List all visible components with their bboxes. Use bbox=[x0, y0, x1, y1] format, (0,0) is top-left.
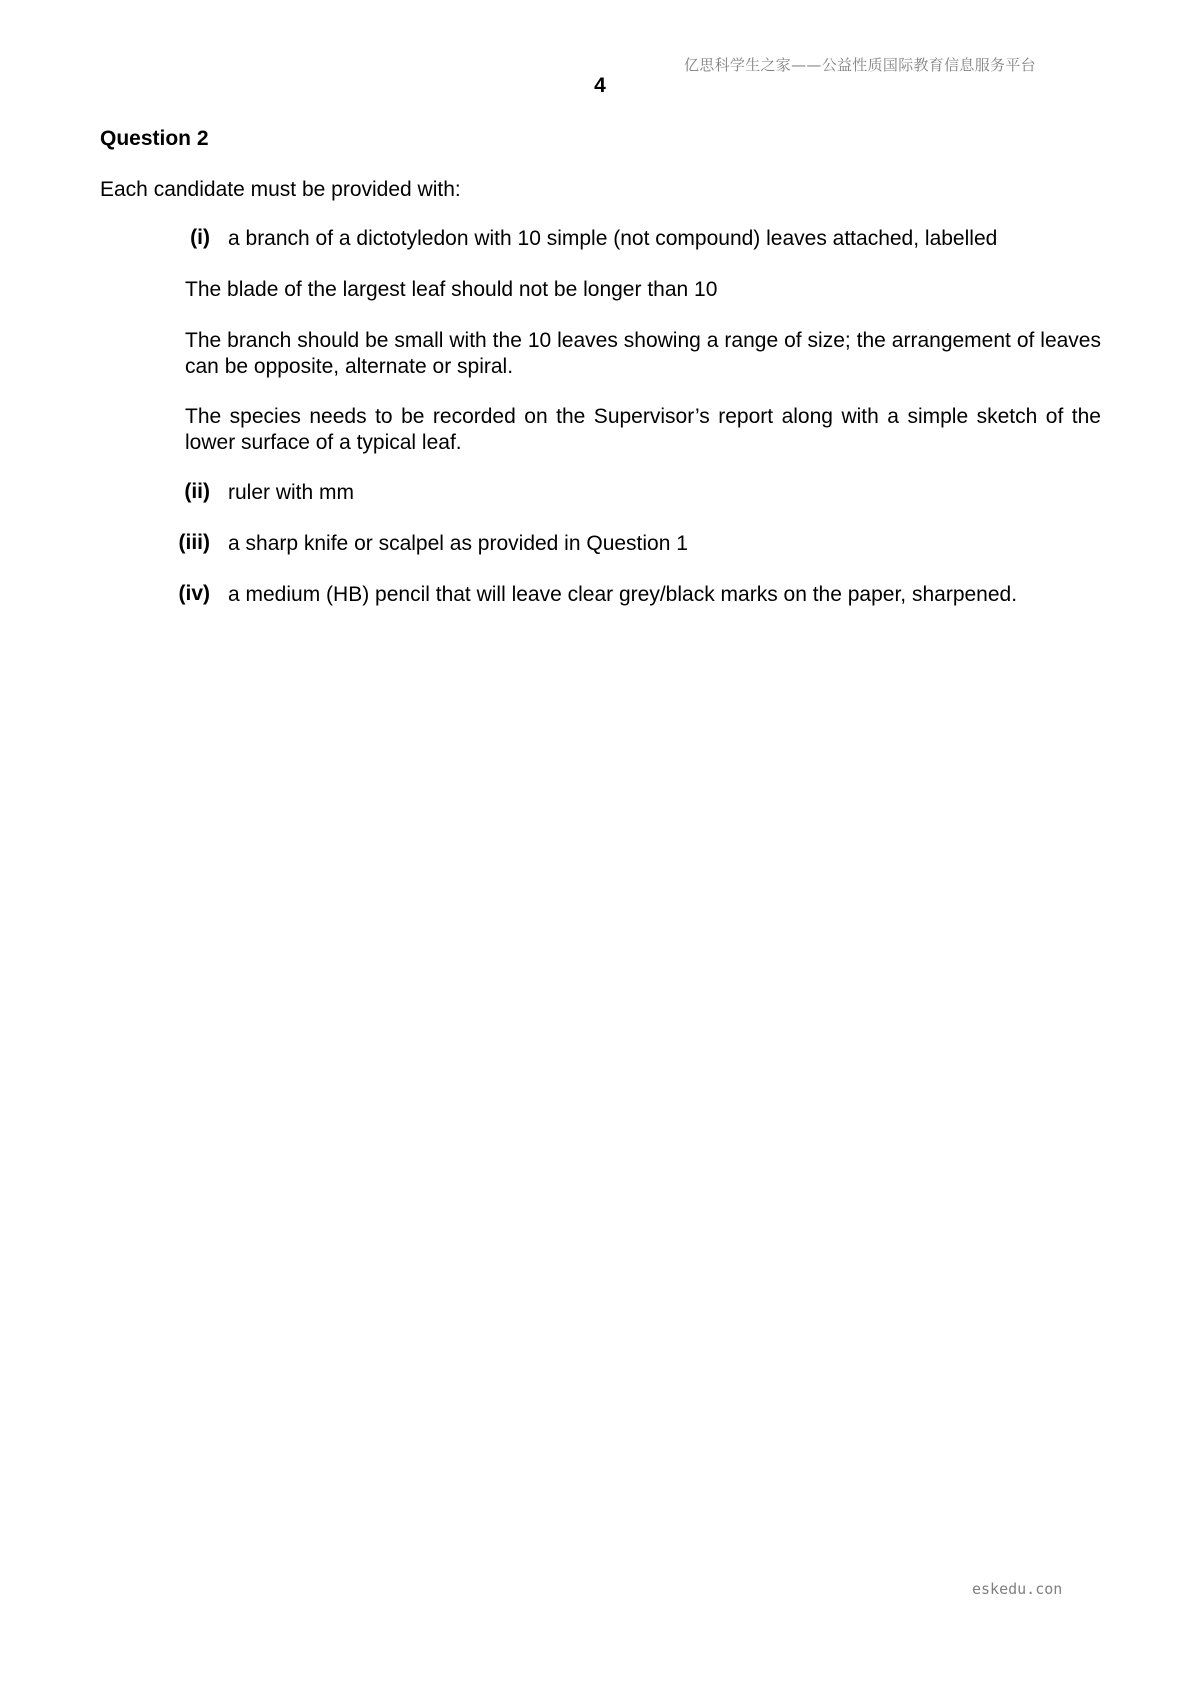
watermark-top: 亿思科学生之家——公益性质国际教育信息服务平台 bbox=[684, 56, 1036, 74]
item-text-i: a branch of a dictotyledon with 10 simple (not compound) leaves attached, labelled bbox=[228, 227, 998, 250]
item-text-iv: a medium (HB) pencil that will leave clear grey/black marks on the paper, sharpened. bbox=[228, 583, 1018, 606]
question-heading: Question 2 bbox=[100, 127, 209, 150]
note-species-record: The species needs to be recorded on the Supervisor’s report along with a simple sketch of the lower surface of a typical leaf. bbox=[185, 405, 1101, 454]
item-label-i: (i) bbox=[190, 226, 210, 249]
watermark-bottom: eskedu.con bbox=[972, 1580, 1063, 1598]
item-text-ii: ruler with mm bbox=[228, 481, 355, 504]
page-number: 4 bbox=[594, 74, 606, 97]
item-text-iii: a sharp knife or scalpel as provided in Question 1 bbox=[228, 532, 688, 555]
item-label-iii: (iii) bbox=[178, 531, 210, 554]
question-intro: Each candidate must be provided with: bbox=[100, 178, 461, 201]
item-label-iv: (iv) bbox=[178, 582, 210, 605]
note-leaf-length: The blade of the largest leaf should not be longer than 10 bbox=[185, 278, 718, 301]
item-label-ii: (ii) bbox=[184, 480, 210, 503]
note-branch-size: The branch should be small with the 10 leaves showing a range of size; the arrangement of leaves can be opposite, alternate or spiral. bbox=[185, 329, 1101, 378]
